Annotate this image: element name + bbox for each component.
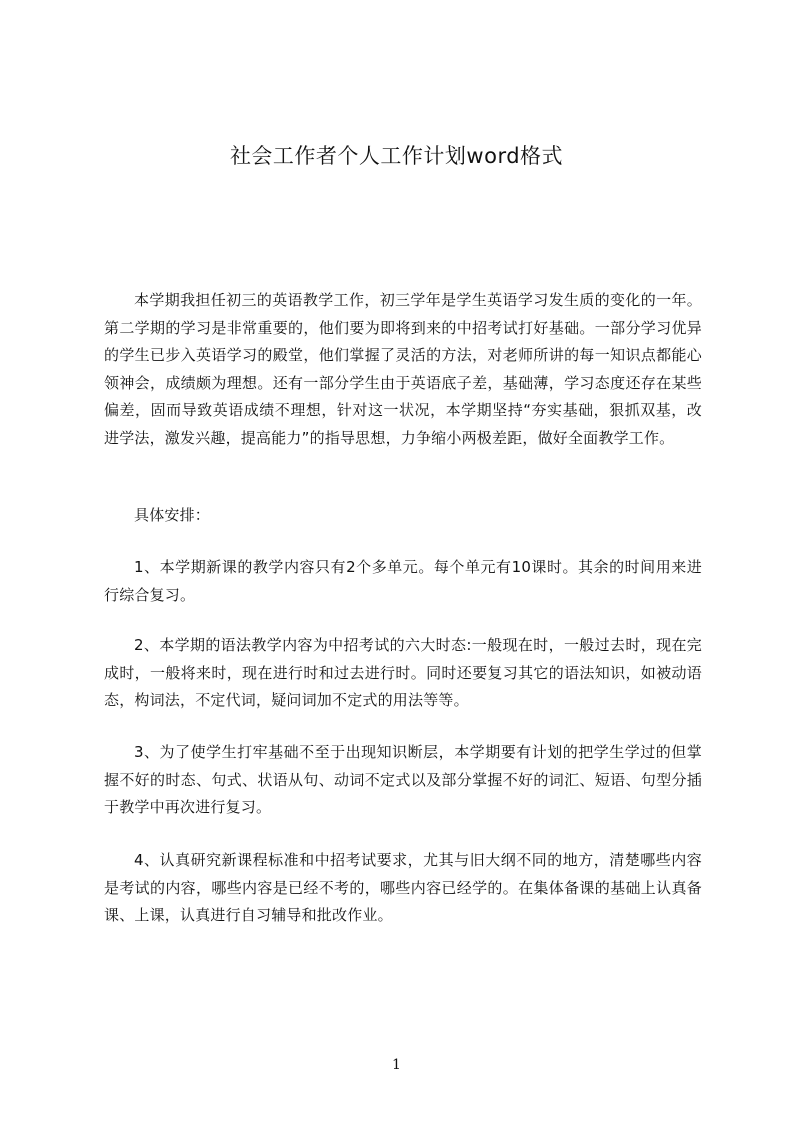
arrangement-item-1: 1、本学期新课的教学内容只有2个多单元。每个单元有10课时。其余的时间用来进行综合复习。 [104,558,702,604]
page-number: 1 [392,1057,401,1073]
arrangement-item-4: 4、认真研究新课程标准和中招考试要求，尤其与旧大纲不同的地方，清楚哪些内容是考试的内容，哪些内容是已经不考的，哪些内容已经学的。在集体备课的基础上认真备课、上课，认真进行自习辅导和批改作业。 [104,851,702,924]
arrangement-heading: 具体安排： [134,506,211,524]
arrangement-item-3: 3、为了使学生打牢基础不至于出现知识断层，本学期要有计划的把学生学过的但掌握不好的时态、句式、状语从句、动词不定式以及部分掌握不好的词汇、短语、句型分插于教学中再次进行复习。 [104,743,702,816]
arrangement-item-2: 2、本学期的语法教学内容为中招考试的六大时态:一般现在时，一般过去时，现在完成时，一般将来时，现在进行时和过去进行时。同时还要复习其它的语法知识，如被动语态，构词法，不定代词，疑问词加不定式的用法等等。 [104,636,702,709]
document-title: 社会工作者个人工作计划word格式 [229,144,564,168]
intro-paragraph: 本学期我担任初三的英语教学工作，初三学年是学生英语学习发生质的变化的一年。第二学期的学习是非常重要的，他们要为即将到来的中招考试打好基础。一部分学习优异的学生已步入英语学习的殿堂，他们掌握了灵活的方法，对老师所讲的每一知识点都能心领神会，成绩颇为理想。还有一部分学生由于英语底子差，基础薄，学习态度还存在某些偏差，固而导致英语成绩不理想，针对这一状况，本学期坚持“夯实基础，狠抓双基，改进学法，激发兴趣，提高能力”的指导思想，力争缩小两极差距，做好全面教学工作。 [104,291,702,447]
